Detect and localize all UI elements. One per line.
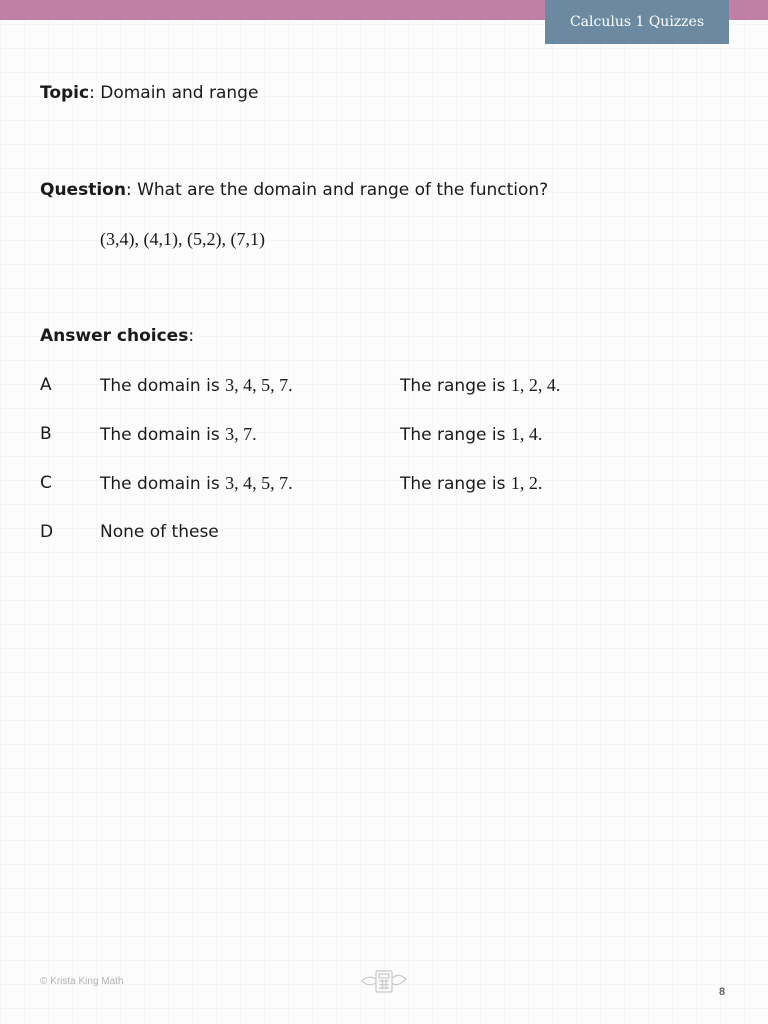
choice-domain [100,473,293,494]
choice-domain [100,375,293,396]
domain-values: 3, 7. [225,424,257,444]
copyright: © Krista King Math [40,976,124,987]
choice-domain [100,424,257,445]
range-values: 1, 2. [510,473,543,493]
choice-letter: B [40,424,52,444]
range-prefix: The range is [400,376,511,396]
topic-line [40,83,258,103]
domain-prefix: The domain is [100,376,226,396]
choice-range [400,424,542,445]
range-values: 1, 2, 4. [510,375,561,395]
course-title: Calculus 1 Quizzes [569,14,705,30]
topic-value: : Domain and range [89,83,259,103]
choice-text: None of these [100,522,219,542]
domain-values: 3, 4, 5, 7. [225,473,293,493]
answer-choice-a[interactable] [0,375,768,399]
question-text: : What are the domain and range of the function? [125,180,549,200]
answer-choice-b[interactable] [0,424,768,448]
range-values: 1, 4. [510,424,543,444]
page-number: 8 [719,986,726,998]
choice-letter: C [40,473,52,493]
domain-prefix: The domain is [100,425,226,445]
answer-choices-label: Answer choices [40,326,189,346]
domain-values: 3, 4, 5, 7. [225,375,293,395]
course-title-tab [545,0,729,44]
choice-range [400,473,542,494]
answer-choices-heading [40,326,194,346]
question-line [40,180,548,200]
choice-letter: D [40,522,54,542]
ordered-pairs: (3,4), (4,1), (5,2), (7,1) [100,229,265,249]
question-label: Question [40,180,126,200]
range-prefix: The range is [400,474,511,494]
answer-choices-colon: : [188,326,195,346]
choice-letter: A [40,375,52,395]
choice-range [400,375,560,396]
answer-choice-d[interactable] [0,522,768,546]
topic-label: Topic [40,83,90,103]
answer-choice-c[interactable] [0,473,768,497]
domain-prefix: The domain is [100,474,226,494]
range-prefix: The range is [400,425,511,445]
calculator-logo-icon [360,967,408,995]
